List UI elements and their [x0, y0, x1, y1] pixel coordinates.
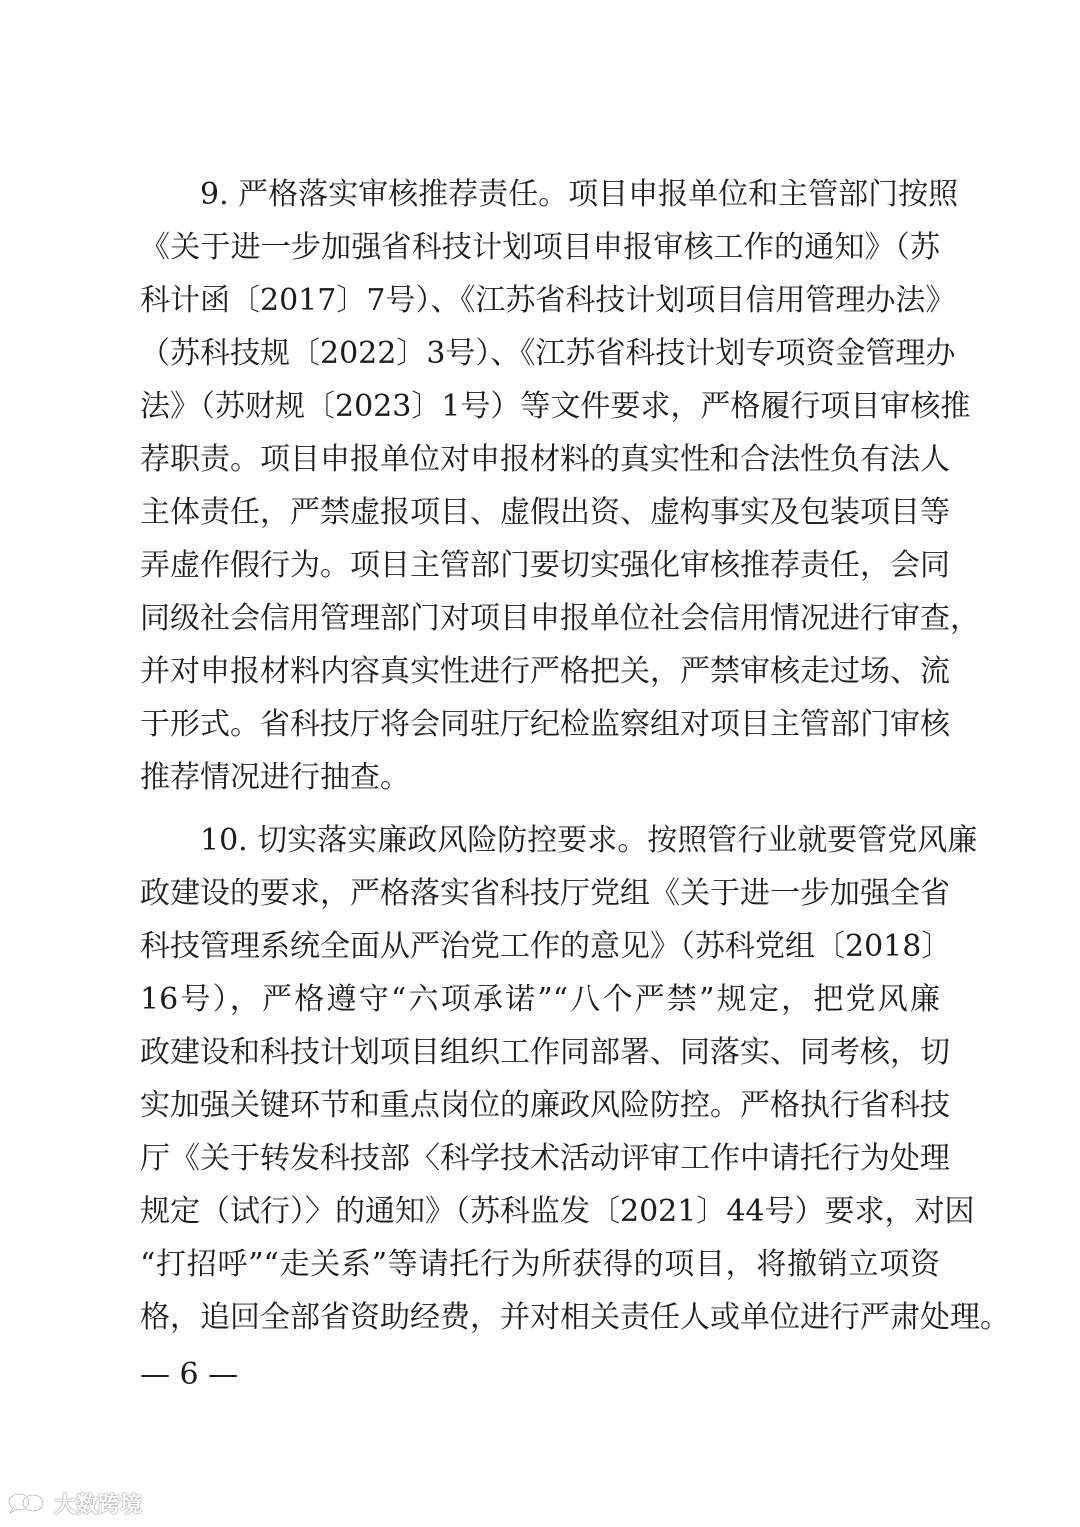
paragraph-9-line-10: 并对申报材料内容真实性进行严格把关，严禁审核走过场、流 [140, 654, 950, 689]
paragraph-10-line-1: 10. 切实落实廉政风险防控要求。按照管行业就要管党风廉 [200, 823, 978, 858]
paragraph-10-line-8: 规定（试行）〉的通知》（苏科监发〔2021〕44号）要求，对因 [140, 1194, 975, 1229]
paragraph-9-line-2: 《关于进一步加强省科技计划项目申报审核工作的通知》（苏 [140, 230, 940, 265]
paragraph-9-line-11: 于形式。省科技厅将会同驻厅纪检监察组对项目主管部门审核 [140, 707, 950, 742]
paragraph-9-line-1: 9. 严格落实审核推荐责任。项目申报单位和主管部门按照 [200, 177, 959, 212]
page-number: — 6 — [140, 1357, 239, 1392]
paragraph-9-line-7: 主体责任，严禁虚报项目、虚假出资、虚构事实及包装项目等 [140, 495, 950, 530]
paragraph-9-line-9: 同级社会信用管理部门对项目申报单位社会信用情况进行审查， [140, 601, 980, 636]
paragraph-9-line-5: 法》（苏财规〔2023〕1号）等文件要求，严格履行项目审核推 [140, 389, 971, 424]
paragraph-10-line-5: 政建设和科技计划项目组织工作同部署、同落实、同考核，切 [140, 1035, 950, 1070]
paragraph-10-line-9: “打招呼”“走关系”等请托行为所获得的项目，将撤销立项资 [140, 1247, 940, 1282]
watermark-text: 大数跨境 [54, 1492, 143, 1518]
paragraph-10-line-7: 厅《关于转发科技部〈科学技术活动评审工作中请托行为处理 [140, 1141, 950, 1176]
paragraph-10-line-10: 格，追回全部省资助经费，并对相关责任人或单位进行严肃处理。 [140, 1300, 1010, 1335]
paragraph-10-line-2: 政建设的要求，严格落实省科技厅党组《关于进一步加强全省 [140, 876, 950, 911]
paragraph-10-line-4: 16号），严格遵守“六项承诺”“八个严禁”规定，把党风廉 [140, 982, 940, 1017]
paragraph-9-line-3: 科计函〔2017〕7号）、《江苏省科技计划项目信用管理办法》 [140, 283, 956, 318]
paragraph-10-line-6: 实加强关键环节和重点岗位的廉政风险防控。严格执行省科技 [140, 1088, 950, 1123]
paragraph-9-line-4: （苏科技规〔2022〕3号）、《江苏省科技计划专项资金管理办 [140, 336, 956, 371]
paragraph-10-line-3: 科技管理系统全面从严治党工作的意见》（苏科党组〔2018〕 [140, 929, 952, 964]
paragraph-9-line-12: 推荐情况进行抽查。 [140, 760, 410, 795]
paragraph-9-line-8: 弄虚作假行为。项目主管部门要切实强化审核推荐责任，会同 [140, 548, 950, 583]
watermark [6, 1488, 142, 1518]
chat-bubbles-logo-icon [6, 1491, 46, 1515]
paragraph-9-line-6: 荐职责。项目申报单位对申报材料的真实性和合法性负有法人 [140, 442, 950, 477]
